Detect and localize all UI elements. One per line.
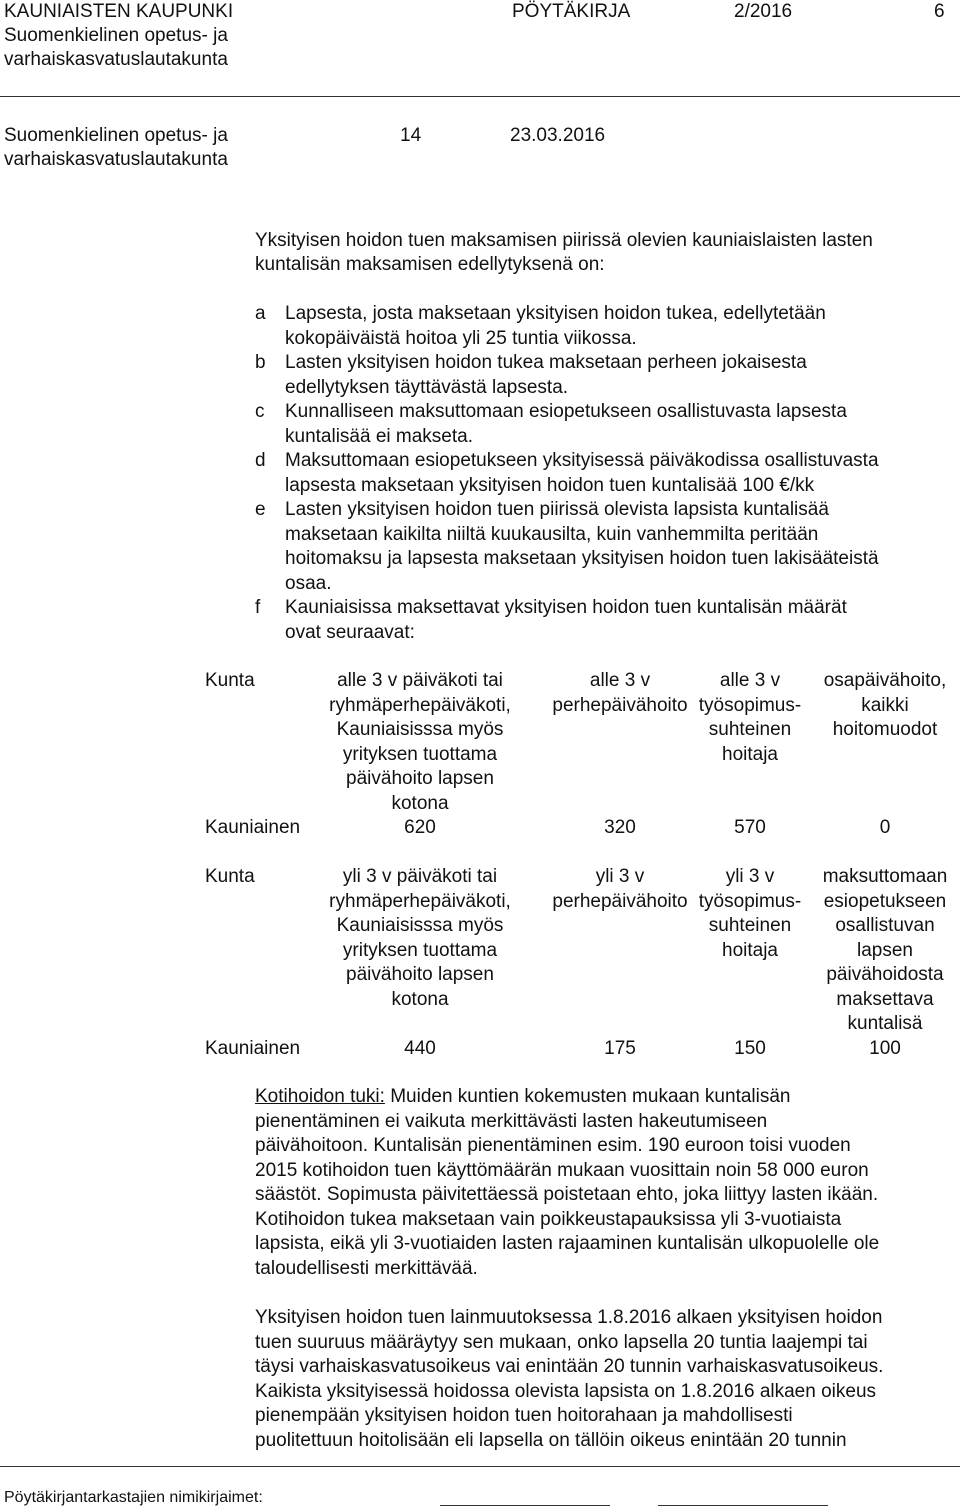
paragraph-line: tuen suuruus määräytyy sen mukaan, onko lapsella 20 tuntia laajempi tai — [255, 1331, 868, 1353]
intro-line1: Yksityisen hoidon tuen maksamisen piirissä olevien kauniaislaisten lasten — [255, 230, 873, 251]
condition-letter: a — [255, 303, 266, 324]
condition-text: Maksuttomaan esiopetukseen yksityisessä päiväkodissa osallistuvasta — [285, 450, 879, 471]
header-line: suhteinen — [708, 915, 792, 936]
meeting-body-line2: varhaiskasvatuslautakunta — [4, 149, 228, 170]
paragraph-line: Kotihoidon tukea maksetaan vain poikkeustapauksissa yli 3-vuotiaista — [255, 1208, 842, 1230]
paragraph-line — [255, 1085, 960, 1110]
header-line: yli 3 v — [595, 866, 645, 887]
header-line: päivähoito lapsen — [346, 964, 494, 985]
paragraph-line: Kaikista yksityisessä hoidossa olevista lapsista on 1.8.2016 alkaen oikeus — [255, 1380, 877, 1402]
table-cell-value: 100 — [869, 1038, 901, 1059]
header-line: osallistuvan — [835, 915, 935, 936]
paragraph-line: lapsista, eikä yli 3-vuotiaiden lasten rajaaminen kuntalisän ulkopuolelle ole — [255, 1233, 880, 1254]
table-cell-value: 440 — [404, 1038, 436, 1059]
section-number: 14 — [400, 125, 422, 146]
condition-letter: d — [255, 450, 266, 471]
header-line: kaikki — [861, 694, 909, 716]
header-line: alle 3 v — [589, 670, 651, 691]
header-line: kuntalisä — [847, 1013, 923, 1034]
signature-line — [658, 1505, 828, 1506]
condition-text: Lasten yksityisen hoidon tukea maksetaan perheen jokaisesta — [285, 352, 807, 373]
paragraph-line: taloudellisesti merkittävää. — [255, 1257, 478, 1279]
paragraph-line: puolitettuun hoitolisään eli lapsella on tällöin oikeus enintään 20 tunnin — [255, 1429, 847, 1451]
law-change-paragraph — [255, 1306, 960, 1453]
document-number: 2/2016 — [734, 1, 793, 22]
condition-text: ovat seuraavat: — [285, 621, 415, 643]
condition-text: kokopäiväistä hoitoa yli 25 tuntia viikossa. — [285, 327, 637, 349]
condition-text: maksetaan kaikilta niiltä kuukausilta, kuin vanhemmilta peritään — [285, 523, 819, 545]
header-line: maksuttomaan — [822, 866, 948, 887]
header-line: alle 3 v päiväkoti tai — [337, 670, 503, 691]
condition-text: osaa. — [285, 572, 332, 594]
table-row-municipality: Kauniainen — [205, 817, 301, 838]
table-header-daycare — [300, 669, 540, 816]
condition-text: Lasten yksityisen hoidon tuen piirissä olevista lapsista kuntalisää — [285, 499, 829, 520]
header-line: kotona — [391, 792, 449, 814]
header-line: yrityksen tuottama — [342, 939, 498, 961]
header-line: lapsen — [857, 939, 913, 961]
header-line: suhteinen — [708, 719, 792, 740]
paragraph-line: päivähoitoon. Kuntalisän pienentäminen esim. 190 euroon toisi vuoden — [255, 1135, 851, 1156]
condition-letter: f — [255, 597, 261, 618]
header-line: työsopimus- — [698, 890, 802, 912]
header-line: maksettava — [836, 988, 934, 1010]
table-cell-value: 175 — [604, 1038, 636, 1059]
condition-text: Kauniaisissa maksettavat yksityisen hoidon tuen kuntalisän määrät — [285, 597, 847, 618]
header-line: hoitomuodot — [832, 719, 938, 740]
signature-line — [440, 1505, 610, 1506]
committee-name-line1: Suomenkielinen opetus- ja — [4, 25, 228, 46]
meeting-body-line1: Suomenkielinen opetus- ja — [4, 125, 228, 146]
header-line: yli 3 v — [725, 866, 775, 887]
header-line: perhepäivähoito — [552, 694, 688, 716]
paragraph-line: pienentäminen ei vaikuta merkittävästi lasten hakeutumiseen — [255, 1110, 768, 1132]
header-line: työsopimus- — [698, 694, 802, 716]
table-header-preschool-supplement — [800, 865, 960, 1037]
table-cell-value: 0 — [879, 817, 891, 838]
header-line: hoitaja — [722, 743, 778, 765]
header-divider — [0, 96, 960, 97]
condition-text: hoitomaksu ja lapsesta maksetaan yksityisen hoidon tuen lakisääteistä — [285, 548, 879, 569]
header-line: ryhmäperhepäiväkoti, — [329, 890, 511, 912]
signatures-label: Pöytäkirjantarkastajien nimikirjaimet: — [4, 1489, 263, 1506]
condition-text: kuntalisää ei makseta. — [285, 425, 473, 447]
header-line: hoitaja — [722, 939, 778, 961]
table-header-part-time — [805, 669, 960, 743]
condition-text: lapsesta maksetaan yksityisen hoidon tuen kuntalisää 100 €/kk — [285, 474, 815, 496]
header-line: kotona — [391, 988, 449, 1010]
paragraph-line: säästöt. Sopimusta päivitettäessä poistetaan ehto, joka liittyy lasten ikään. — [255, 1184, 879, 1205]
table-header-kunta: Kunta — [205, 866, 255, 887]
paragraph-line: Yksityisen hoidon tuen lainmuutoksessa 1.8.2016 alkaen yksityisen hoidon — [255, 1307, 883, 1328]
footer-divider — [0, 1466, 960, 1467]
table-cell-value: 320 — [604, 817, 636, 838]
org-name: KAUNIAISTEN KAUPUNKI — [4, 1, 234, 22]
header-line: ryhmäperhepäiväkoti, — [329, 694, 511, 716]
intro-line2: kuntalisän maksamisen edellytyksenä on: — [255, 254, 605, 275]
meeting-date: 23.03.2016 — [510, 125, 606, 146]
header-line: Kauniaisisssa myös — [336, 915, 504, 936]
table-cell-value: 620 — [404, 817, 436, 838]
table-row-municipality: Kauniainen — [205, 1038, 301, 1059]
paragraph-line: täysi varhaiskasvatusoikeus vai enintään 20 tunnin varhaiskasvatusoikeus. — [255, 1356, 884, 1377]
table-cell-value: 570 — [734, 817, 766, 838]
header-line: perhepäivähoito — [552, 890, 688, 912]
header-line: osapäivähoito, — [823, 670, 947, 691]
paragraph-line: 2015 kotihoidon tuen käyttömäärän mukaan vuosittain noin 58 000 euron — [255, 1159, 869, 1181]
header-line: päivähoidosta — [826, 964, 944, 985]
condition-letter: c — [255, 401, 265, 422]
condition-letter: e — [255, 499, 266, 520]
page-number: 6 — [934, 1, 945, 22]
header-line: esiopetukseen — [823, 890, 947, 912]
paragraph-line: pienempään yksityisen hoidon tuen hoitorahaan ja mahdollisesti — [255, 1405, 793, 1426]
header-line: alle 3 v — [719, 670, 781, 691]
table-cell-value: 150 — [734, 1038, 766, 1059]
condition-letter: b — [255, 352, 266, 373]
condition-text: Lapsesta, josta maksetaan yksityisen hoidon tukea, edellytetään — [285, 303, 826, 324]
home-care-label: Kotihoidon tuki: — [255, 1086, 385, 1107]
home-care-paragraph — [255, 1085, 960, 1281]
header-line: päivähoito lapsen — [346, 768, 494, 789]
header-line: yrityksen tuottama — [342, 743, 498, 765]
header-line: Kauniaisisssa myös — [336, 719, 504, 740]
condition-text: Kunnalliseen maksuttomaan esiopetukseen osallistuvasta lapsesta — [285, 401, 847, 422]
committee-name-line2: varhaiskasvatuslautakunta — [4, 49, 228, 70]
table-header-daycare — [300, 865, 540, 1012]
table-header-kunta: Kunta — [205, 670, 255, 691]
paragraph-text: Muiden kuntien kokemusten mukaan kuntalisän — [384, 1086, 791, 1107]
condition-text: edellytyksen täyttävästä lapsesta. — [285, 376, 569, 398]
document-type: PÖYTÄKIRJA — [512, 1, 631, 22]
header-line: yli 3 v päiväkoti tai — [342, 866, 498, 887]
